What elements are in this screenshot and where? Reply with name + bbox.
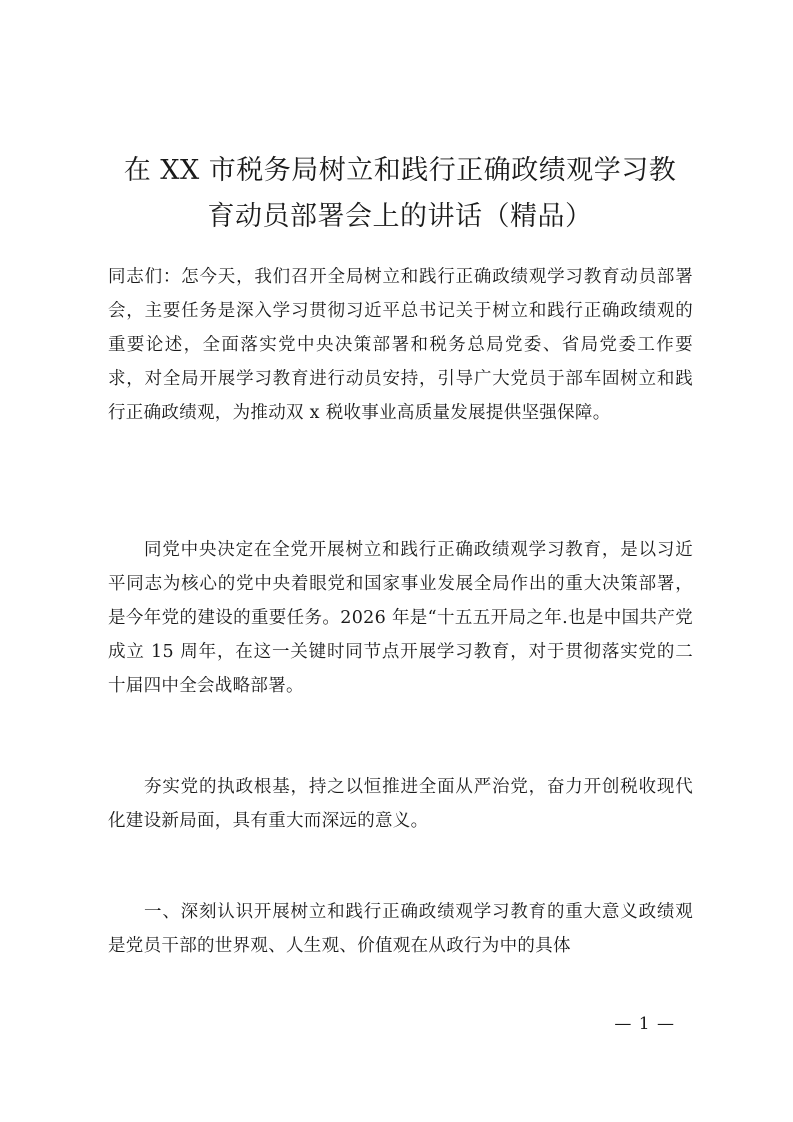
- document-title: [100, 148, 700, 240]
- paragraph-background: 同党中央决定在全党开展树立和践行正确政绩观学习教育，是以习近平同志为核心的党中央着眼党和国家事业发展全局作出的重大决策部署，是今年党的建设的重要任务。2026 年是“十五五开局之年.也是中国共产党成立 15 周年，在这一关键时同节点开展学习教育，对于贯彻落实党的二十届四中全会战略部署。: [108, 540, 693, 696]
- paragraph-section-one: 一、深刻认识开展树立和践行正确政绩观学习教育的重大意义政绩观是党员干部的世界观、人生观、价值观在从政行为中的具体: [108, 902, 693, 956]
- page-number: — 1 —: [614, 1014, 675, 1034]
- title-line-1: 在 XX 市税务局树立和践行正确政绩观学习教: [123, 155, 677, 186]
- paragraph-opening: 同志们：怎今天，我们召开全局树立和践行正确政绩观学习教育动员部署会，主要任务是深入学习贯彻习近平总书记关于树立和践行正确政绩观的重要论述，全面落实党中央决策部署和税务总局党委、省局党委工作要求，对全局开展学习教育进行动员安持，引导广大党员于部车固树立和践行正确政绩观，为推动双 x 税收事业高质量发展提供坚强保障。: [108, 267, 693, 423]
- title-line-2: 育动员部署会上的讲话（精品）: [207, 201, 593, 232]
- paragraph-significance: 夯实党的执政根基，持之以恒推进全面从严治党，奋力开创税收现代化建设新局面，具有重大而深远的意义。: [108, 777, 693, 831]
